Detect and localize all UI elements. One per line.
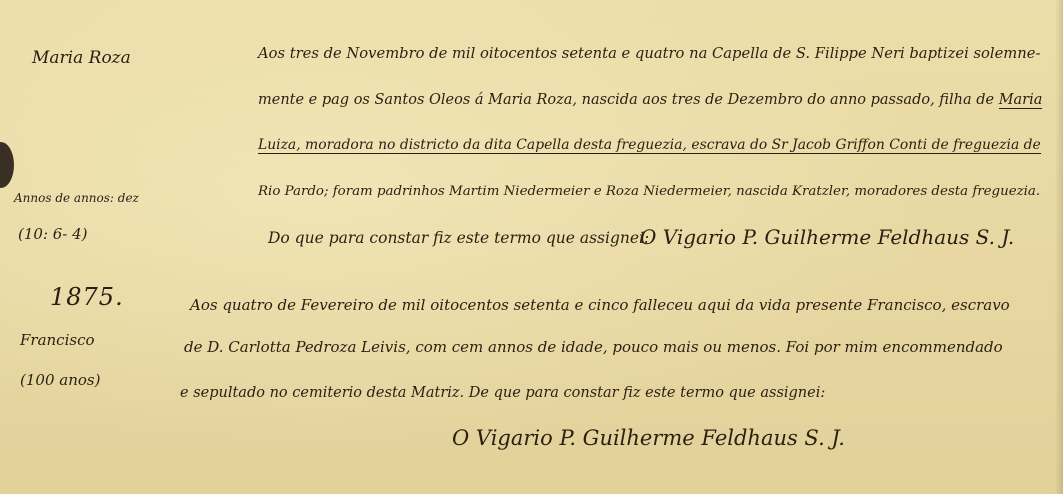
entry2-line-1: Aos quatro de Fevereiro de mil oitocentos setenta e cinco falleceu aqui da vida presente Francisco, escravo bbox=[190, 296, 1010, 314]
entry1-line-2-text: mente e pag os Santos Oleos á Maria Roza, nascida aos tres de Dezembro do anno passado, filha de bbox=[258, 92, 995, 108]
page-edge-shadow bbox=[1055, 0, 1063, 494]
entry1-underlined-name: Maria bbox=[998, 92, 1043, 108]
margin-entry2-name: Francisco bbox=[20, 331, 95, 349]
entry1-line-3-text: Luiza, moradora no districto da dita Capella desta freguezia, escrava do Sr Jacob Griffon Conti de freguezia de bbox=[258, 137, 1041, 153]
entry2-signature: O Vigario P. Guilherme Feldhaus S. J. bbox=[452, 426, 845, 450]
margin-entry1-age-line2: (10: 6- 4) bbox=[18, 225, 88, 243]
entry1-line-1: Aos tres de Novembro de mil oitocentos setenta e quatro na Capella de S. Filippe Neri baptizei solemne- bbox=[258, 45, 1041, 62]
entry1-line-3 bbox=[258, 139, 1041, 153]
margin-entry1-name: Maria Roza bbox=[32, 48, 131, 68]
entry1-closing-formula: Do que para constar fiz este termo que assignei: bbox=[268, 229, 650, 247]
entry1-line-2 bbox=[258, 93, 1042, 108]
entry2-line-2: de D. Carlotta Pedroza Leivis, com cem annos de idade, pouco mais ou menos. Foi por mim encommendado bbox=[184, 338, 1003, 356]
entry2-line-3: e sepultado no cemiterio desta Matriz. De que para constar fiz este termo que assignei: bbox=[180, 385, 826, 401]
margin-entry2-age: (100 anos) bbox=[20, 371, 101, 389]
margin-entry1-age-line1: Annos de annos: dez bbox=[14, 191, 139, 205]
margin-entry2-year: 1875. bbox=[50, 283, 124, 311]
ink-stain bbox=[0, 142, 14, 188]
entry1-line-4: Rio Pardo; foram padrinhos Martim Niedermeier e Roza Niedermeier, nascida Kratzler, moradores desta freguezia. bbox=[258, 184, 1041, 199]
entry1-line-5 bbox=[268, 231, 649, 247]
entry1-signature: O Vigario P. Guilherme Feldhaus S. J. bbox=[640, 225, 1015, 249]
